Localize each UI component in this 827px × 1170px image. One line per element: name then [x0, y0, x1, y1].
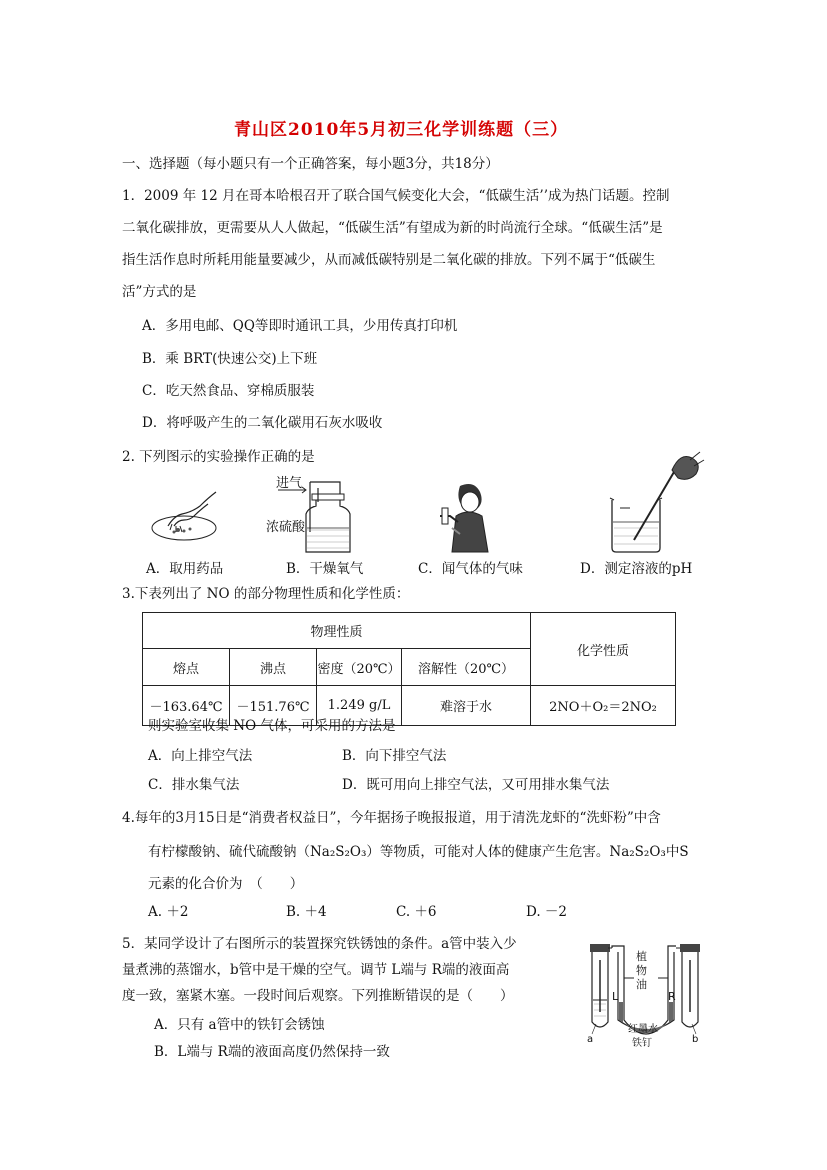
label-r: R: [668, 990, 676, 1003]
q5-line-1: 5．某同学设计了右图所示的装置探究铁锈蚀的条件。a管中装入少: [122, 936, 517, 952]
q1-line-1: 1．2009 年 12 月在哥本哈根召开了联合国气候变化大会，“低碳生活’’成为热门话题。控制: [122, 188, 670, 204]
q1-line-2: 二氧化碳排放，更需要从人人做起，“低碳生活”有望成为新的时尚流行全球。“低碳生活”是: [122, 220, 663, 236]
chemical-properties-header: 化学性质: [531, 613, 676, 686]
physical-properties-header: 物理性质: [143, 613, 531, 649]
page-title: 青山区2010年5月初三化学训练题（三）: [234, 120, 569, 140]
col-solubility: 溶解性（20℃）: [402, 649, 531, 686]
label-red-ink: 红墨水: [628, 1024, 658, 1035]
q5-u-tube-figure: [584, 940, 714, 1050]
q1-option-d: D．将呼吸产生的二氧化碳用石灰水吸收: [142, 415, 383, 431]
label-gas-inlet: 进气: [276, 476, 303, 491]
q1-line-3: 指生活作息时所耗用能量要减少，从而减低碳特别是二氧化碳的排放。下列不属于“低碳生: [122, 252, 656, 268]
q1-option-b: B．乘 BRT(快速公交)上下班: [142, 351, 318, 367]
q4-line-3: 元素的化合价为 （ ）: [148, 876, 304, 892]
q2-option-c: C．闻气体的气味: [418, 561, 523, 577]
q5-option-a: A．只有 a管中的铁钉会锈蚀: [154, 1017, 325, 1033]
value-solubility: 难溶于水: [402, 686, 531, 726]
value-melting-point: －163.64℃: [143, 686, 230, 726]
col-density: 密度（20℃）: [317, 649, 402, 686]
q3-option-c: C．排水集气法: [148, 777, 240, 793]
oil-label-1: 植: [636, 950, 647, 963]
figure-b-wash-bottle-icon: [276, 480, 356, 555]
q4-option-c: C. ＋6: [396, 904, 437, 920]
col-melting-point: 熔点: [143, 649, 230, 686]
label-iron-nail: 铁钉: [632, 1038, 652, 1049]
no-properties-table: [142, 612, 676, 726]
q5-line-3: 度一致，塞紧木塞。一段时间后观察。下列推断错误的是（ ）: [122, 988, 514, 1004]
col-boiling-point: 沸点: [230, 649, 317, 686]
figure-c-smelling-boy-icon: [430, 482, 500, 554]
oil-label-2: 物: [636, 964, 647, 977]
label-b: b: [692, 1034, 699, 1045]
q5-line-2: 量煮沸的蒸馏水，b管中是干燥的空气。调节 L端与 R端的液面高: [122, 962, 510, 978]
figure-d-ph-test-icon: [600, 448, 710, 554]
label-l: L: [612, 990, 619, 1003]
q3-option-d: D．既可用向上排空气法，又可用排水集气法: [342, 777, 610, 793]
q4-line-1: 4.每年的3月15日是“消费者权益日”，今年据扬子晚报报道，用于清洗龙虾的“洗虾粉”中含: [122, 810, 661, 826]
label-a: a: [587, 1034, 594, 1045]
q5-option-b: B．L端与 R端的液面高度仍然保持一致: [154, 1044, 390, 1060]
q2-option-b: B．干燥氧气: [286, 561, 364, 577]
q4-option-d: D. －2: [526, 904, 568, 920]
q2-stem: 2. 下列图示的实验操作正确的是: [122, 449, 315, 465]
q1-line-4: 活”方式的是: [122, 284, 197, 300]
q3-stem: 3.下表列出了 NO 的部分物理性质和化学性质：: [122, 586, 410, 602]
oil-label-3: 油: [636, 978, 647, 991]
q4-line-2: 有柠檬酸钠、硫代硫酸钠（Na₂S₂O₃）等物质，可能对人体的健康产生危害。Na₂S₂O₃中S: [148, 844, 689, 860]
figure-a-hand-picking-icon: [148, 486, 228, 546]
chemical-equation: 2NO＋O₂＝2NO₂: [531, 686, 676, 726]
q4-option-a: A. ＋2: [148, 904, 189, 920]
value-density: 1.249 g/L: [317, 686, 402, 726]
q3-follow: 则实验室收集 NO 气体，可采用的方法是: [148, 718, 396, 734]
q1-option-a: A．多用电邮、QQ等即时通讯工具，少用传真打印机: [142, 318, 458, 334]
label-sulfuric-acid: 浓硫酸: [266, 520, 306, 535]
q1-option-c: C．吃天然食品、穿棉质服装: [142, 383, 315, 399]
q3-option-a: A．向上排空气法: [148, 748, 253, 764]
section-heading: 一、选择题（每小题只有一个正确答案，每小题3分，共18分）: [122, 156, 499, 172]
q4-option-b: B. ＋4: [286, 904, 327, 920]
q2-option-a: A．取用药品: [146, 561, 224, 577]
q2-option-d: D．测定溶液的pH: [580, 561, 693, 577]
value-boiling-point: －151.76℃: [230, 686, 317, 726]
q3-option-b: B．向下排空气法: [342, 748, 447, 764]
